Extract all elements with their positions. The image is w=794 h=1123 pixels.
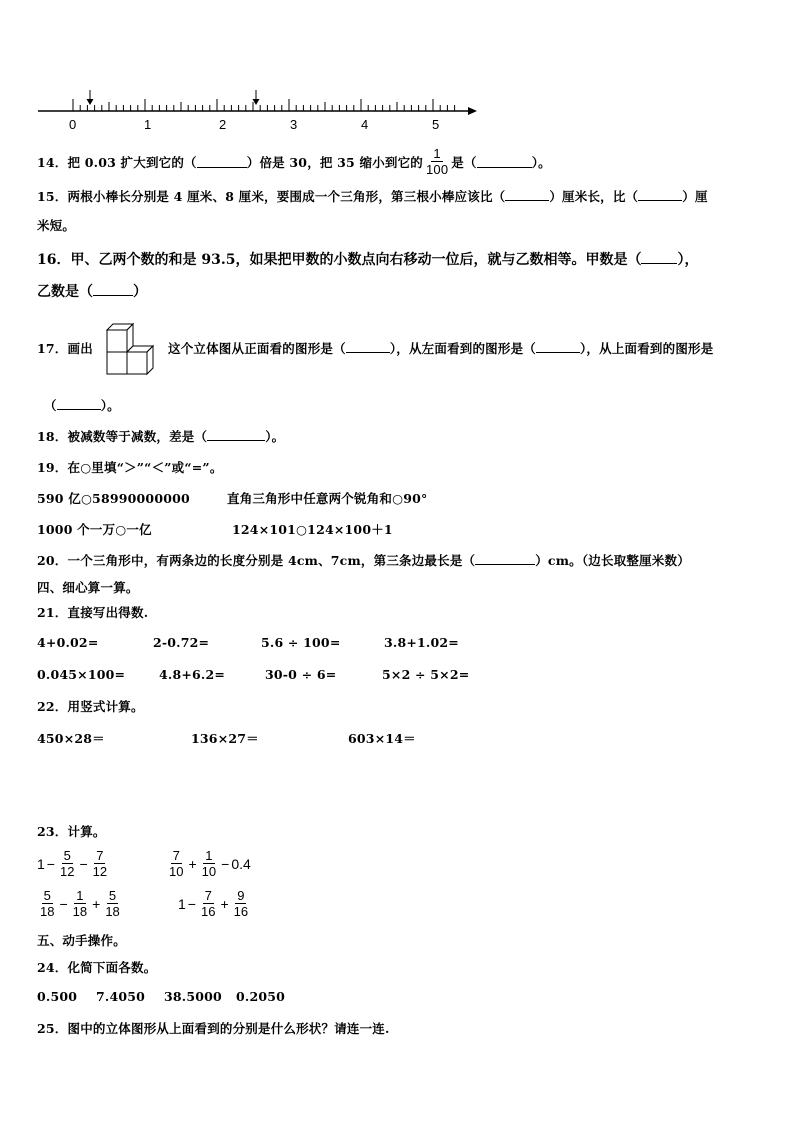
question-19: 19．在○里填“＞”“＜”或“=”。 [37, 460, 223, 475]
answer-blank[interactable] [641, 251, 677, 264]
answer-blank[interactable] [475, 552, 535, 565]
compare-item: 124×101○124×100＋1 [232, 522, 393, 537]
number-line [36, 86, 481, 132]
question-22: 22．用竖式计算。 [37, 699, 144, 714]
calc-item: 3.8+1.02= [384, 635, 459, 650]
calc-item: 5.6 ÷ 100= [261, 635, 341, 650]
calc-item: 136×27＝ [191, 731, 259, 746]
question-16-cont: 乙数是（ ） [37, 284, 147, 300]
calc-item: 30-0 ÷ 6= [265, 667, 337, 682]
answer-blank[interactable] [505, 188, 549, 201]
number-item: 0.500 [37, 989, 78, 1004]
question-15: 15．两根小棒长分别是 4 厘米、8 厘米，要围成一个三角形，第三根小棒应该比（ ）厘米长，比（ ）厘 [37, 189, 708, 204]
calc-item: 4.8+6.2= [159, 667, 226, 682]
cube-figure [104, 318, 154, 376]
answer-blank[interactable] [477, 155, 532, 168]
calc-item: 5×2 ÷ 5×2= [382, 667, 470, 682]
compare-item: 590 亿○58990000000 [37, 491, 190, 506]
question-17: 17．画出 [37, 341, 93, 356]
tick-label: 2 [219, 117, 227, 132]
question-25: 25．图中的立体图形从上面看到的分别是什么形状？请连一连. [37, 1021, 390, 1036]
fraction-expression: 1 − $\frac{7}{16}$ + $\frac{9}{16}$ [178, 888, 249, 919]
fraction: $\frac{1}{100}$ [426, 146, 449, 177]
number-item: 7.4050 [96, 989, 146, 1004]
tick-label: 0 [69, 117, 77, 132]
compare-item: 1000 个一万○一亿 [37, 522, 152, 537]
answer-blank[interactable] [536, 340, 580, 353]
number-item: 38.5000 [164, 989, 222, 1004]
tick-label: 4 [361, 117, 369, 132]
answer-blank[interactable] [207, 428, 265, 441]
calc-item: 450×28＝ [37, 731, 105, 746]
question-20: 20．一个三角形中，有两条边的长度分别是 4cm、7cm，第三条边最长是（ ）cm。（边长取整厘米数） [37, 553, 690, 568]
question-18: 18．被减数等于减数，差是（ ）。 [37, 429, 285, 444]
compare-item: 直角三角形中任意两个锐角和○90° [227, 491, 428, 506]
answer-blank[interactable] [638, 188, 682, 201]
calc-item: 2-0.72= [153, 635, 210, 650]
question-21: 21．直接写出得数. [37, 605, 149, 620]
fraction-expression: $\frac{5}{18}$ − $\frac{1}{18}$ + $\frac{5}{18}$ [40, 888, 120, 919]
answer-blank[interactable] [346, 340, 390, 353]
question-16: 16．甲、乙两个数的和是 93.5，如果把甲数的小数点向右移动一位后，就与乙数相等。甲数是（ ）， [37, 252, 699, 268]
answer-blank[interactable] [93, 283, 133, 296]
question-14: 14．把 0.03 扩大到它的（ ）倍是 30，把 35 缩小到它的 $\frac{1}{100}$ 是（ ）。 [37, 146, 551, 177]
tick-label: 1 [144, 117, 152, 132]
tick-label: 3 [290, 117, 298, 132]
question-17-cont: （ ）。 [44, 398, 120, 413]
calc-item: 603×14＝ [348, 731, 416, 746]
fraction-expression: $\frac{7}{10}$ + $\frac{1}{10}$ − 0.4 [169, 848, 251, 879]
question-23: 23．计算。 [37, 824, 106, 839]
calc-item: 0.045×100= [37, 667, 126, 682]
question-17-text: 这个立体图从正面看的图形是（ ），从左面看到的图形是（ ），从上面看到的图形是 [168, 341, 714, 356]
number-item: 0.2050 [236, 989, 286, 1004]
section-heading: 四、细心算一算。 [37, 580, 139, 595]
calc-item: 4+0.02= [37, 635, 99, 650]
arrow-head-icon [468, 107, 477, 115]
answer-blank[interactable] [197, 155, 247, 168]
section-heading: 五、动手操作。 [37, 933, 126, 948]
question-15-cont: 米短。 [37, 218, 76, 233]
fraction-expression: 1 − $\frac{5}{12}$ − $\frac{7}{12}$ [37, 848, 108, 879]
tick-label: 5 [432, 117, 440, 132]
question-24: 24．化简下面各数。 [37, 960, 157, 975]
answer-blank[interactable] [57, 397, 101, 410]
